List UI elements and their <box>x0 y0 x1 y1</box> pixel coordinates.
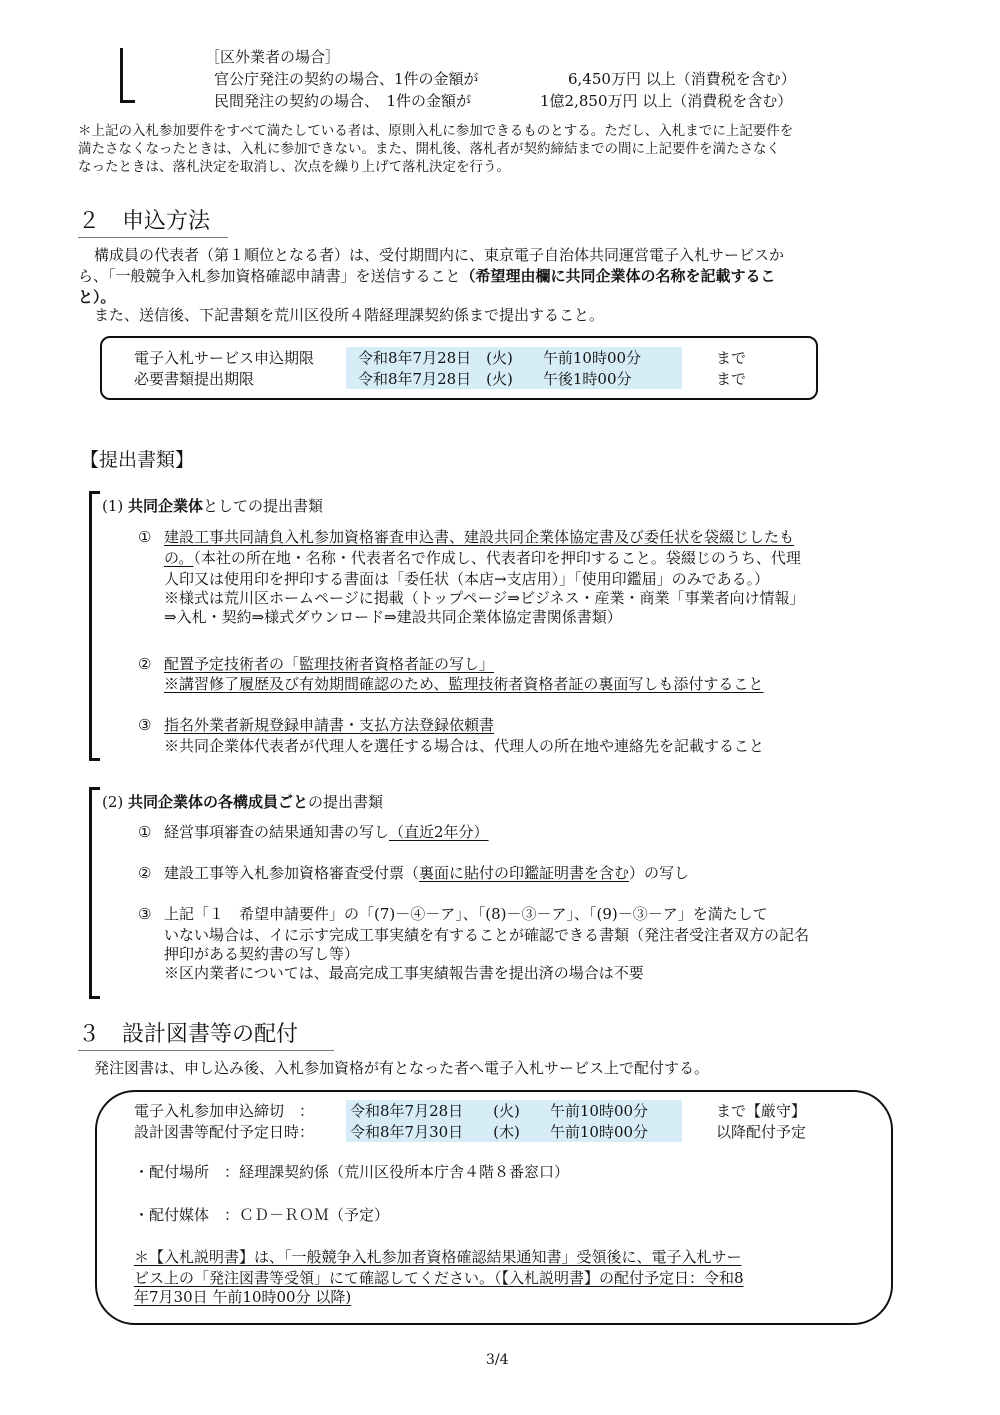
group1-title-bold: 共同企業体 <box>128 497 204 515</box>
group1-bracket <box>89 491 100 761</box>
distribution-date-suffix: 以降配付予定 <box>716 1123 807 1141</box>
deadline1-label: 電子入札サービス申込期限 <box>134 349 315 367</box>
requirement-note-line2: 満たさなくなったときは、入札に参加できない。また、開札後、落札者が契約締結までの間に上記要件を満たさなく <box>78 141 780 157</box>
g2-item1-underlined: （直近2年分） <box>389 823 489 841</box>
section2-para1-text: ら、「一般競争入札参加資格確認申請書」を送信すること <box>78 267 461 285</box>
g1-item1-line2-rest: （本社の所在地・名称・代表者名で作成し、代表者印を押印すること。袋綴じのうち、代理 <box>193 549 801 567</box>
deadline1-date: 令和8年7月28日 (火) 午前10時00分 <box>358 349 642 367</box>
public-contract-label: 官公庁発注の契約の場合、1件の金額が <box>214 70 479 88</box>
section2-heading: ２ 申込方法 <box>78 204 228 238</box>
g1-item3-line1: 指名外業者新規登録申請書・支払方法登録依頼書 <box>164 716 495 734</box>
g2-item2-text-end: ）の写し <box>629 864 690 882</box>
deadline1-suffix: まで <box>716 349 747 367</box>
g1-item3-line2: ※共同企業体代表者が代理人を選任する場合は、代理人の所在地や連絡先を記載すること <box>164 737 765 755</box>
group2-title <box>102 792 383 812</box>
g2-item3-line4: ※区内業者については、最高完成工事実績報告書を提出済の場合は不要 <box>164 964 644 982</box>
section3-heading: ３ 設計図書等の配付 <box>78 1017 334 1051</box>
manual-note-line3: 年7月30日 午前10時00分 以降) <box>134 1288 352 1306</box>
group1-prefix: (1) <box>102 497 124 515</box>
g2-item3-number: ③ <box>138 905 152 923</box>
group2-title-rest: の提出書類 <box>308 793 384 811</box>
distribution-media: ・配付媒体 ：ＣＤ－ＲＯＭ（予定） <box>134 1206 390 1224</box>
section2-para1-bold: （希望理由欄に共同企業体の名称を記載するこ <box>460 267 776 285</box>
g1-item3-number: ③ <box>138 716 152 734</box>
group1-title <box>102 496 323 516</box>
g2-item2-number: ② <box>138 864 152 882</box>
deadline2-label: 必要書類提出期限 <box>134 370 255 388</box>
bid-deadline-label: 電子入札参加申込締切 ： <box>134 1102 315 1120</box>
group2-bracket <box>89 787 100 999</box>
group2-title-bold: 共同企業体の各構成員ごと <box>128 793 309 811</box>
bid-deadline-date: 令和8年7月28日 (火) 午前10時00分 <box>350 1102 649 1120</box>
g2-item2-text: 建設工事等入札参加資格審査受付票（ <box>164 864 420 882</box>
g1-item1-number: ① <box>138 528 152 546</box>
private-contract-amount: 1億2,850万円 以上（消費税を含む） <box>540 92 793 110</box>
distribution-date-label: 設計図書等配付予定日時： <box>134 1123 315 1141</box>
outside-company-title: ［区外業者の場合］ <box>205 48 341 66</box>
g1-item1-line1: 建設工事共同請負入札参加資格審査申込書、建設共同企業体協定書及び委任状を袋綴じしたも <box>164 528 795 546</box>
distribution-place: ・配付場所 ：経理課契約係（荒川区役所本庁舎４階８番窓口） <box>134 1163 570 1181</box>
requirement-note-line3: なったときは、落札決定を取消し、次点を繰り上げて落札決定を行う。 <box>78 159 510 175</box>
g1-item1-line3: 人印又は使用印を押印する書面は「委任状（本店→支店用）」「使用印鑑届」のみである。） <box>164 570 770 588</box>
private-contract-label: 民間発注の契約の場合、 1件の金額が <box>214 92 472 110</box>
g2-item2-line1 <box>164 863 689 883</box>
section2-para1-line3: と）。 <box>78 288 116 306</box>
requirement-note-line1: ＊上記の入札参加要件をすべて満たしている者は、原則入札に参加できるものとする。ただし、入札までに上記要件を <box>78 123 794 139</box>
g2-item1-line1 <box>164 822 489 842</box>
public-contract-amount: 6,450万円 以上（消費税を含む） <box>568 70 796 88</box>
deadline2-date: 令和8年7月28日 (火) 午後1時00分 <box>358 370 632 388</box>
section3-intro: 発注図書は、申し込み後、入札参加資格が有となった者へ電子入札サービス上で配付する。 <box>94 1059 710 1077</box>
manual-note-line1: ＊【入札説明書】は、「一般競争入札参加者資格確認結果通知書」受領後に、電子入札サー <box>134 1248 742 1266</box>
g2-item1-text: 経営事項審査の結果通知書の写し <box>164 823 390 841</box>
group1-title-rest: としての提出書類 <box>203 497 324 515</box>
bid-deadline-suffix: まで【厳守】 <box>716 1102 807 1120</box>
page-number: 3/4 <box>486 1352 509 1368</box>
section2-para1-line2 <box>78 266 776 286</box>
g2-item3-line2: いない場合は、イに示す完成工事実績を有することが確認できる書類（発注者受注者双方の記名 <box>164 926 810 944</box>
group2-prefix: (2) <box>102 793 124 811</box>
manual-note-line2: ビス上の「発注図書等受領」にて確認してください。（【入札説明書】の配付予定日：令和8 <box>134 1269 744 1287</box>
deadline2-suffix: まで <box>716 370 747 388</box>
g1-item1-line2 <box>164 548 801 568</box>
section2-para2: また、送信後、下記書類を荒川区役所４階経理課契約係まで提出すること。 <box>94 306 605 324</box>
g1-item1-line2-underlined: の。 <box>164 549 194 567</box>
g2-item1-number: ① <box>138 823 152 841</box>
g2-item3-line1: 上記「１ 希望申請要件」の「(7)－④－ア」、「(8)－③－ア」、「(9)－③－ア」を満たして <box>164 905 768 923</box>
distribution-date: 令和8年7月30日 (木) 午前10時00分 <box>350 1123 649 1141</box>
top-corner-mark <box>120 48 135 103</box>
g1-item2-line2: ※講習修了履歴及び有効期間確認のため、監理技術者資格者証の裏面写しも添付すること <box>164 675 764 693</box>
g1-item1-line5: ⇒入札・契約⇒様式ダウンロード⇒建設共同企業体協定書関係書類） <box>164 608 622 626</box>
section2-para1-line1: 構成員の代表者（第１順位となる者）は、受付期間内に、東京電子自治体共同運営電子入札サービスか <box>94 246 785 264</box>
submission-docs-heading: 【提出書類】 <box>80 449 195 471</box>
g2-item2-underlined: 裏面に貼付の印鑑証明書を含む <box>419 864 630 882</box>
g1-item1-line4: ※様式は荒川区ホームページに掲載（トップページ⇒ビジネス・産業・商業「事業者向け情報」 <box>164 589 805 607</box>
g1-item2-line1: 配置予定技術者の「監理技術者資格者証の写し」 <box>164 655 495 673</box>
g1-item2-number: ② <box>138 655 152 673</box>
g2-item3-line3: 押印がある契約書の写し等） <box>164 945 360 963</box>
